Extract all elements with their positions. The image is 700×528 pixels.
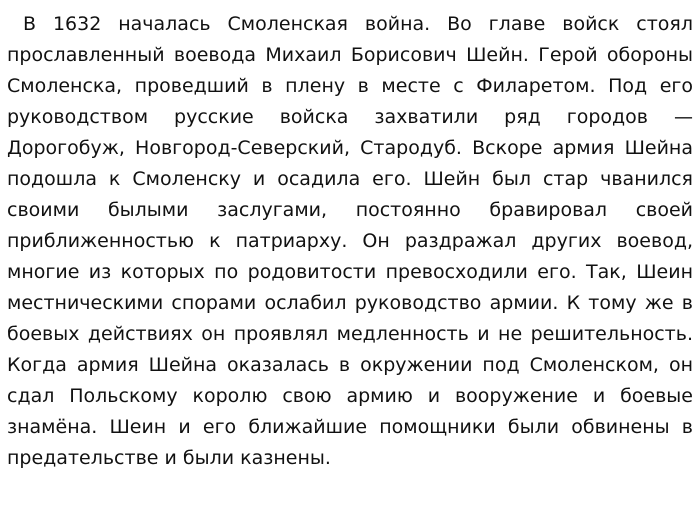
paragraph-text: В 1632 началась Смоленская война. Во главе войск стоял прославленный воевода Михаил Борисович Шейн. Герой обороны Смоленска, проведший в плену в месте с Филаретом. Под его руководством русские войска захватили ряд городов — Дорогобуж, Новгород-Северский, Стародуб. Вскоре армия Шейна подошла к Смоленску и осадила его. Шейн был стар чванился своими былыми заслугами, постоянно бравировал своей приближенностью к патриарху. Он раздражал других воевод, многие из которых по родовитости превосходили его. Так, Шеин местническими спорами ослабил руководство армии. К тому же в боевых действиях он проявлял медленность и не решительность. Когда армия Шейна оказалась в окружении под Смоленском, он сдал Польскому королю свою армию и вооружение и боевые знамёна. Шеин и его ближайшие помощники были обвинены в предательстве и были казнены.	[7, 13, 693, 469]
document-body	[7, 9, 693, 474]
